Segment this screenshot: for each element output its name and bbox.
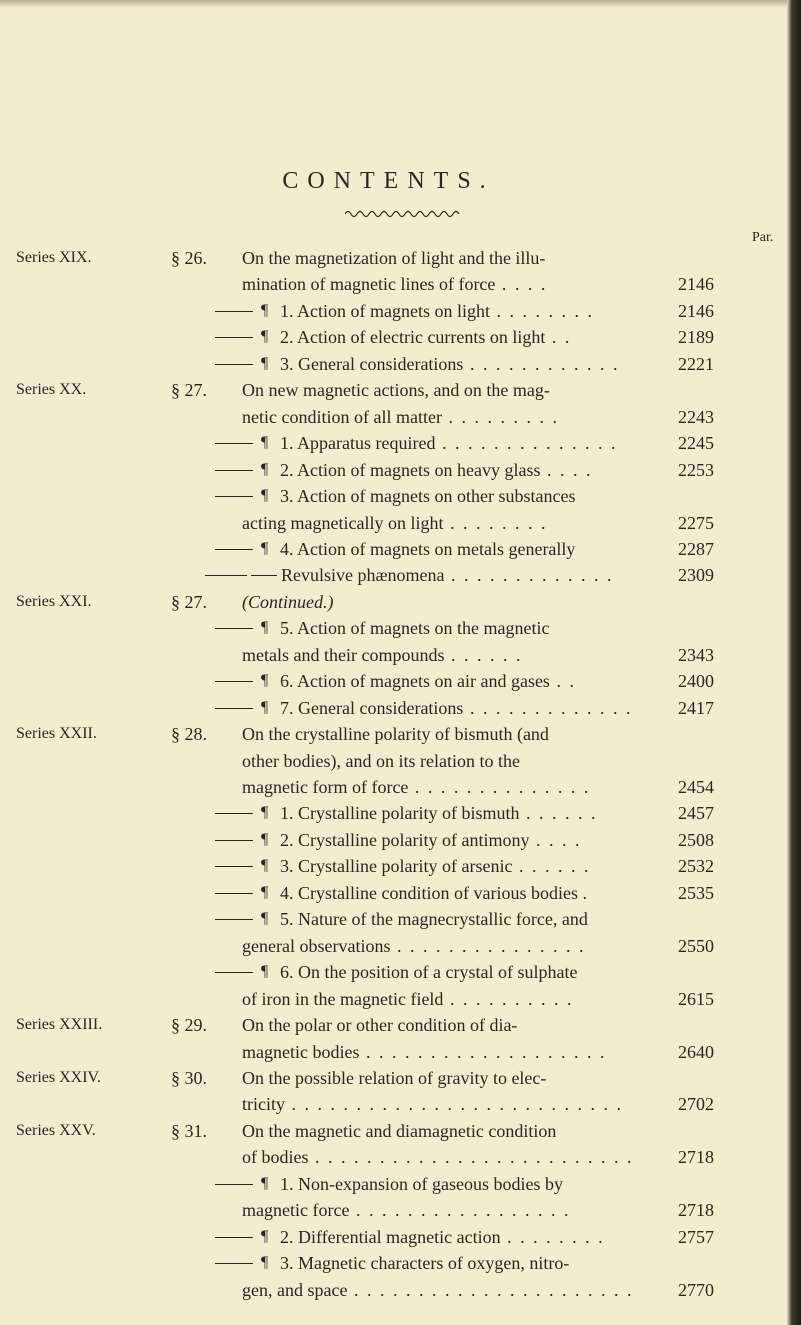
toc-entry	[0, 298, 801, 324]
ditto-dash	[215, 813, 253, 814]
entry-title	[280, 457, 592, 483]
ditto-dash	[215, 337, 253, 338]
entry-text: 2. Differential magnetic action	[280, 1226, 501, 1247]
entry-title	[280, 430, 617, 456]
leader-dots: . . . . . . . . . . . . . . .	[390, 935, 586, 956]
leader-dots: . . . .	[540, 459, 593, 480]
toc-entry	[0, 1118, 801, 1144]
entry-title	[280, 324, 571, 350]
entry-title	[280, 827, 581, 853]
paragraph-number: 2253	[678, 459, 714, 480]
toc-entry	[0, 1091, 801, 1117]
entry-text: 6. On the position of a crystal of sulphate	[280, 962, 578, 983]
section-number: § 29.	[171, 1015, 207, 1036]
paragraph-number: 2718	[678, 1200, 714, 1221]
entry-title	[280, 1224, 605, 1250]
ditto-dash	[215, 840, 253, 841]
paragraph-number: 2770	[678, 1279, 714, 1300]
entry-text: 3. General considerations	[280, 353, 464, 374]
entry-text: magnetic form of force	[242, 777, 409, 797]
ditto-dash	[215, 549, 253, 550]
entry-title	[280, 695, 632, 721]
entry-title	[242, 404, 559, 430]
leader-dots: . . . . . . . .	[500, 1226, 605, 1247]
entry-text: metals and their compounds	[242, 644, 445, 665]
entry-title	[280, 668, 576, 694]
ditto-dash	[251, 575, 277, 576]
leader-dots: . . . . . .	[519, 803, 598, 824]
entry-title	[242, 1144, 634, 1170]
toc-entry	[0, 880, 801, 906]
entry-text: On the crystalline polarity of bismuth (and	[242, 724, 549, 745]
entry-title	[280, 959, 577, 985]
toc-entry	[0, 827, 801, 853]
ditto-dash	[215, 708, 253, 709]
leader-dots: . . . .	[529, 829, 582, 850]
series-label: Series XXIII.	[16, 1016, 103, 1034]
paragraph-number: 2275	[678, 512, 714, 533]
entry-title	[280, 853, 590, 879]
toc-entry	[0, 933, 801, 959]
entry-text: 7. General considerations	[280, 697, 464, 718]
paragraph-mark: ¶	[261, 619, 269, 637]
entry-title	[280, 1250, 569, 1276]
toc-entry	[0, 324, 801, 350]
ditto-dash	[215, 972, 253, 973]
leader-dots: . . . . . . . . . . . . . .	[435, 433, 618, 454]
toc-entry	[0, 589, 801, 615]
paragraph-mark: ¶	[261, 830, 269, 848]
entry-text: 3. Action of magnets on other substances	[280, 486, 576, 507]
entry-text: magnetic force	[242, 1200, 350, 1221]
entry-text: (Continued.)	[242, 591, 334, 612]
leader-dots: . . . . . . . .	[489, 300, 594, 321]
ditto-dash	[215, 1184, 253, 1185]
paragraph-mark: ¶	[261, 301, 269, 319]
paragraph-number: 2702	[678, 1094, 714, 1115]
series-label: Series XXIV.	[16, 1068, 102, 1086]
wavy-rule-ornament	[345, 208, 461, 220]
page-top-shadow	[0, 0, 801, 8]
paragraph-number: 2343	[678, 644, 714, 665]
paragraph-number: 2640	[678, 1041, 714, 1062]
entry-text: 1. Crystalline polarity of bismuth	[280, 803, 520, 824]
toc-entry	[0, 1144, 801, 1170]
entry-text: 5. Nature of the magnecrystallic force, and	[280, 909, 588, 930]
entry-text: of bodies	[242, 1147, 309, 1168]
entry-text: 1. Non-expansion of gaseous bodies by	[280, 1173, 563, 1194]
entry-title	[281, 562, 613, 588]
entry-title	[280, 615, 549, 641]
toc-entry	[0, 853, 801, 879]
entry-title	[242, 589, 334, 615]
toc-entry	[0, 562, 801, 588]
ditto-dash	[215, 893, 253, 894]
ditto-dash	[215, 470, 253, 471]
paragraph-mark: ¶	[261, 883, 269, 901]
entry-title	[242, 774, 590, 800]
ditto-dash	[215, 1237, 253, 1238]
toc-entry	[0, 1171, 801, 1197]
leader-dots: . . . . . .	[444, 644, 523, 665]
leader-dots: . . . . . . . . . . . . .	[444, 565, 614, 586]
entry-text: 1. Action of magnets on light	[280, 300, 490, 321]
entry-text: general observations	[242, 935, 391, 956]
paragraph-mark: ¶	[261, 963, 269, 981]
entry-title	[280, 906, 588, 932]
ditto-dash	[215, 919, 253, 920]
paragraph-number: 2615	[678, 988, 714, 1009]
page-title: CONTENTS.	[282, 168, 495, 194]
section-number: § 28.	[171, 724, 207, 745]
ditto-dash	[205, 575, 247, 576]
entry-text: 5. Action of magnets on the magnetic	[280, 618, 550, 639]
toc-entry	[0, 959, 801, 985]
paragraph-number: 2454	[678, 777, 714, 797]
entry-text: of iron in the magnetic field	[242, 988, 444, 1009]
paragraph-number: 2146	[678, 274, 714, 295]
paragraph-mark: ¶	[261, 857, 269, 875]
paragraph-number: 2189	[678, 327, 714, 348]
entry-text: Revulsive phænomena	[281, 565, 445, 586]
leader-dots: . . . . . . . . . . . . . . . . . . . . . . . . .	[308, 1147, 634, 1168]
series-label: Series XXV.	[16, 1121, 96, 1139]
entry-text: On the possible relation of gravity to elec-	[242, 1067, 547, 1088]
entry-text: 2. Crystalline polarity of antimony	[280, 829, 530, 850]
entry-title	[280, 1171, 563, 1197]
entry-text: On the magnetic and diamagnetic condition	[242, 1120, 557, 1141]
paragraph-number: 2757	[678, 1226, 714, 1247]
entry-text: other bodies), and on its relation to the	[242, 750, 520, 771]
entry-title	[242, 986, 573, 1012]
paragraph-mark: ¶	[261, 1254, 269, 1272]
series-label: Series XX.	[16, 381, 87, 399]
toc-entry	[0, 615, 801, 641]
entry-text: tricity	[242, 1094, 285, 1115]
toc-entry	[0, 906, 801, 932]
leader-dots: . . . . . . . . .	[441, 406, 559, 427]
toc-entry	[0, 483, 801, 509]
toc-entry	[0, 1277, 801, 1303]
leader-dots: . . . . . . . . . .	[443, 988, 574, 1009]
entry-text: 3. Crystalline polarity of arsenic	[280, 856, 513, 877]
toc-entry	[0, 695, 801, 721]
entry-text: 2. Action of electric currents on light	[280, 327, 546, 348]
entry-title	[242, 1197, 570, 1223]
ditto-dash	[215, 866, 253, 867]
entry-title	[242, 748, 520, 774]
paragraph-number: 2309	[678, 565, 714, 586]
ditto-dash	[215, 496, 253, 497]
entry-text: 3. Magnetic characters of oxygen, nitro-	[280, 1253, 570, 1274]
toc-entry	[0, 1250, 801, 1276]
entry-title	[280, 298, 594, 324]
toc-entry	[0, 430, 801, 456]
leader-dots: . . . . . . . . . . . .	[463, 353, 620, 374]
entry-text: gen, and space	[242, 1279, 348, 1300]
toc-entry	[0, 721, 801, 747]
toc-entry	[0, 271, 801, 297]
leader-dots: . . . . . . . . . . . . . . . . . . . . . .	[347, 1279, 634, 1300]
leader-dots: . . . . . . . . . . . . . . . . . . .	[359, 1041, 607, 1062]
entry-text: 4. Action of magnets on metals generally	[280, 538, 576, 559]
paragraph-mark: ¶	[261, 434, 269, 452]
paragraph-mark: ¶	[261, 698, 269, 716]
entry-text: acting magnetically on light	[242, 512, 444, 533]
leader-dots: . .	[549, 671, 576, 692]
ditto-dash	[215, 1263, 253, 1264]
entry-title	[242, 1277, 633, 1303]
toc-entry	[0, 457, 801, 483]
section-number: § 31.	[171, 1120, 207, 1141]
entry-title	[242, 377, 550, 403]
toc-entry	[0, 510, 801, 536]
paragraph-mark: ¶	[261, 328, 269, 346]
paragraph-number: 2243	[678, 406, 714, 427]
paragraph-number: 2400	[678, 671, 714, 692]
toc-entry	[0, 536, 801, 562]
paragraph-number: 2245	[678, 433, 714, 454]
paragraph-mark: ¶	[261, 804, 269, 822]
leader-dots: . . . .	[495, 274, 548, 295]
entry-text: On the polar or other condition of dia-	[242, 1015, 518, 1036]
entry-title	[242, 1012, 517, 1038]
ditto-dash	[215, 443, 253, 444]
paragraph-number: 2457	[678, 803, 714, 824]
entry-title	[280, 800, 597, 826]
section-number: § 27.	[171, 380, 207, 401]
entry-text: mination of magnetic lines of force	[242, 274, 496, 295]
paragraph-number: 2535	[678, 882, 714, 903]
entry-title	[242, 510, 547, 536]
paragraph-mark: ¶	[261, 460, 269, 478]
toc-entry	[0, 1039, 801, 1065]
section-number: § 27.	[171, 591, 207, 612]
toc-entry	[0, 404, 801, 430]
entry-text: 1. Apparatus required	[280, 433, 436, 454]
entry-title	[280, 351, 619, 377]
series-label: Series XXII.	[16, 725, 97, 743]
paragraph-number: 2718	[678, 1147, 714, 1168]
entry-text: 6. Action of magnets on air and gases	[280, 671, 550, 692]
toc-entry	[0, 351, 801, 377]
paragraph-mark: ¶	[261, 487, 269, 505]
entry-title	[242, 721, 549, 747]
entry-title	[242, 245, 545, 271]
paragraph-mark: ¶	[261, 672, 269, 690]
ditto-dash	[215, 364, 253, 365]
paragraph-mark: ¶	[261, 354, 269, 372]
paragraph-column-label: Par.	[752, 230, 774, 245]
leader-dots: . . . . . . . . . . . . . . . . . . . . . . . . . .	[285, 1094, 623, 1115]
paragraph-number: 2146	[678, 300, 714, 321]
leader-dots: . . . . . . . . . . . . .	[463, 697, 633, 718]
entry-text: 4. Crystalline condition of various bodies .	[280, 882, 587, 903]
leader-dots: . .	[545, 327, 572, 348]
series-label: Series XIX.	[16, 249, 92, 266]
toc-entry	[0, 800, 801, 826]
paragraph-number: 2508	[678, 829, 714, 850]
entry-text: On new magnetic actions, and on the mag-	[242, 380, 550, 401]
toc-entry	[0, 1012, 801, 1038]
leader-dots: . . . . . .	[512, 856, 591, 877]
toc-entry	[0, 245, 801, 271]
leader-dots: . . . . . . . . . . . . . .	[408, 777, 591, 797]
toc-entry	[0, 748, 801, 774]
entry-text: 2. Action of magnets on heavy glass	[280, 459, 541, 480]
ditto-dash	[215, 311, 253, 312]
entry-text: netic condition of all matter	[242, 406, 442, 427]
entry-title	[242, 1065, 546, 1091]
entry-title	[280, 880, 587, 906]
toc-entry	[0, 668, 801, 694]
toc-entry	[0, 642, 801, 668]
entry-text: On the magnetization of light and the illu-	[242, 248, 546, 268]
paragraph-number: 2287	[678, 538, 714, 559]
paragraph-number: 2550	[678, 935, 714, 956]
paragraph-mark: ¶	[261, 1227, 269, 1245]
ditto-dash	[215, 628, 253, 629]
series-label: Series XXI.	[16, 592, 92, 610]
paragraph-number: 2532	[678, 856, 714, 877]
leader-dots: . . . . . . . . . . . . . . . . .	[349, 1200, 571, 1221]
entry-text: magnetic bodies	[242, 1041, 360, 1062]
paragraph-number: 2221	[678, 353, 714, 374]
entry-title	[242, 1039, 606, 1065]
entry-title	[280, 483, 575, 509]
paragraph-mark: ¶	[261, 910, 269, 928]
entry-title	[242, 1091, 623, 1117]
paragraph-mark: ¶	[261, 539, 269, 557]
entry-title	[280, 536, 575, 562]
entry-title	[242, 1118, 556, 1144]
ditto-dash	[215, 681, 253, 682]
section-number: § 30.	[171, 1067, 207, 1088]
toc-entry	[0, 1197, 801, 1223]
entry-title	[242, 933, 585, 959]
toc-entry	[0, 774, 801, 800]
paragraph-mark: ¶	[261, 1174, 269, 1192]
entry-title	[242, 271, 547, 297]
toc-entry	[0, 1224, 801, 1250]
paragraph-number: 2417	[678, 697, 714, 718]
section-number: § 26.	[171, 248, 207, 268]
entry-title	[242, 642, 522, 668]
leader-dots: . . . . . . . .	[443, 512, 548, 533]
toc-entry	[0, 986, 801, 1012]
toc-entry	[0, 1065, 801, 1091]
toc-entry	[0, 377, 801, 403]
